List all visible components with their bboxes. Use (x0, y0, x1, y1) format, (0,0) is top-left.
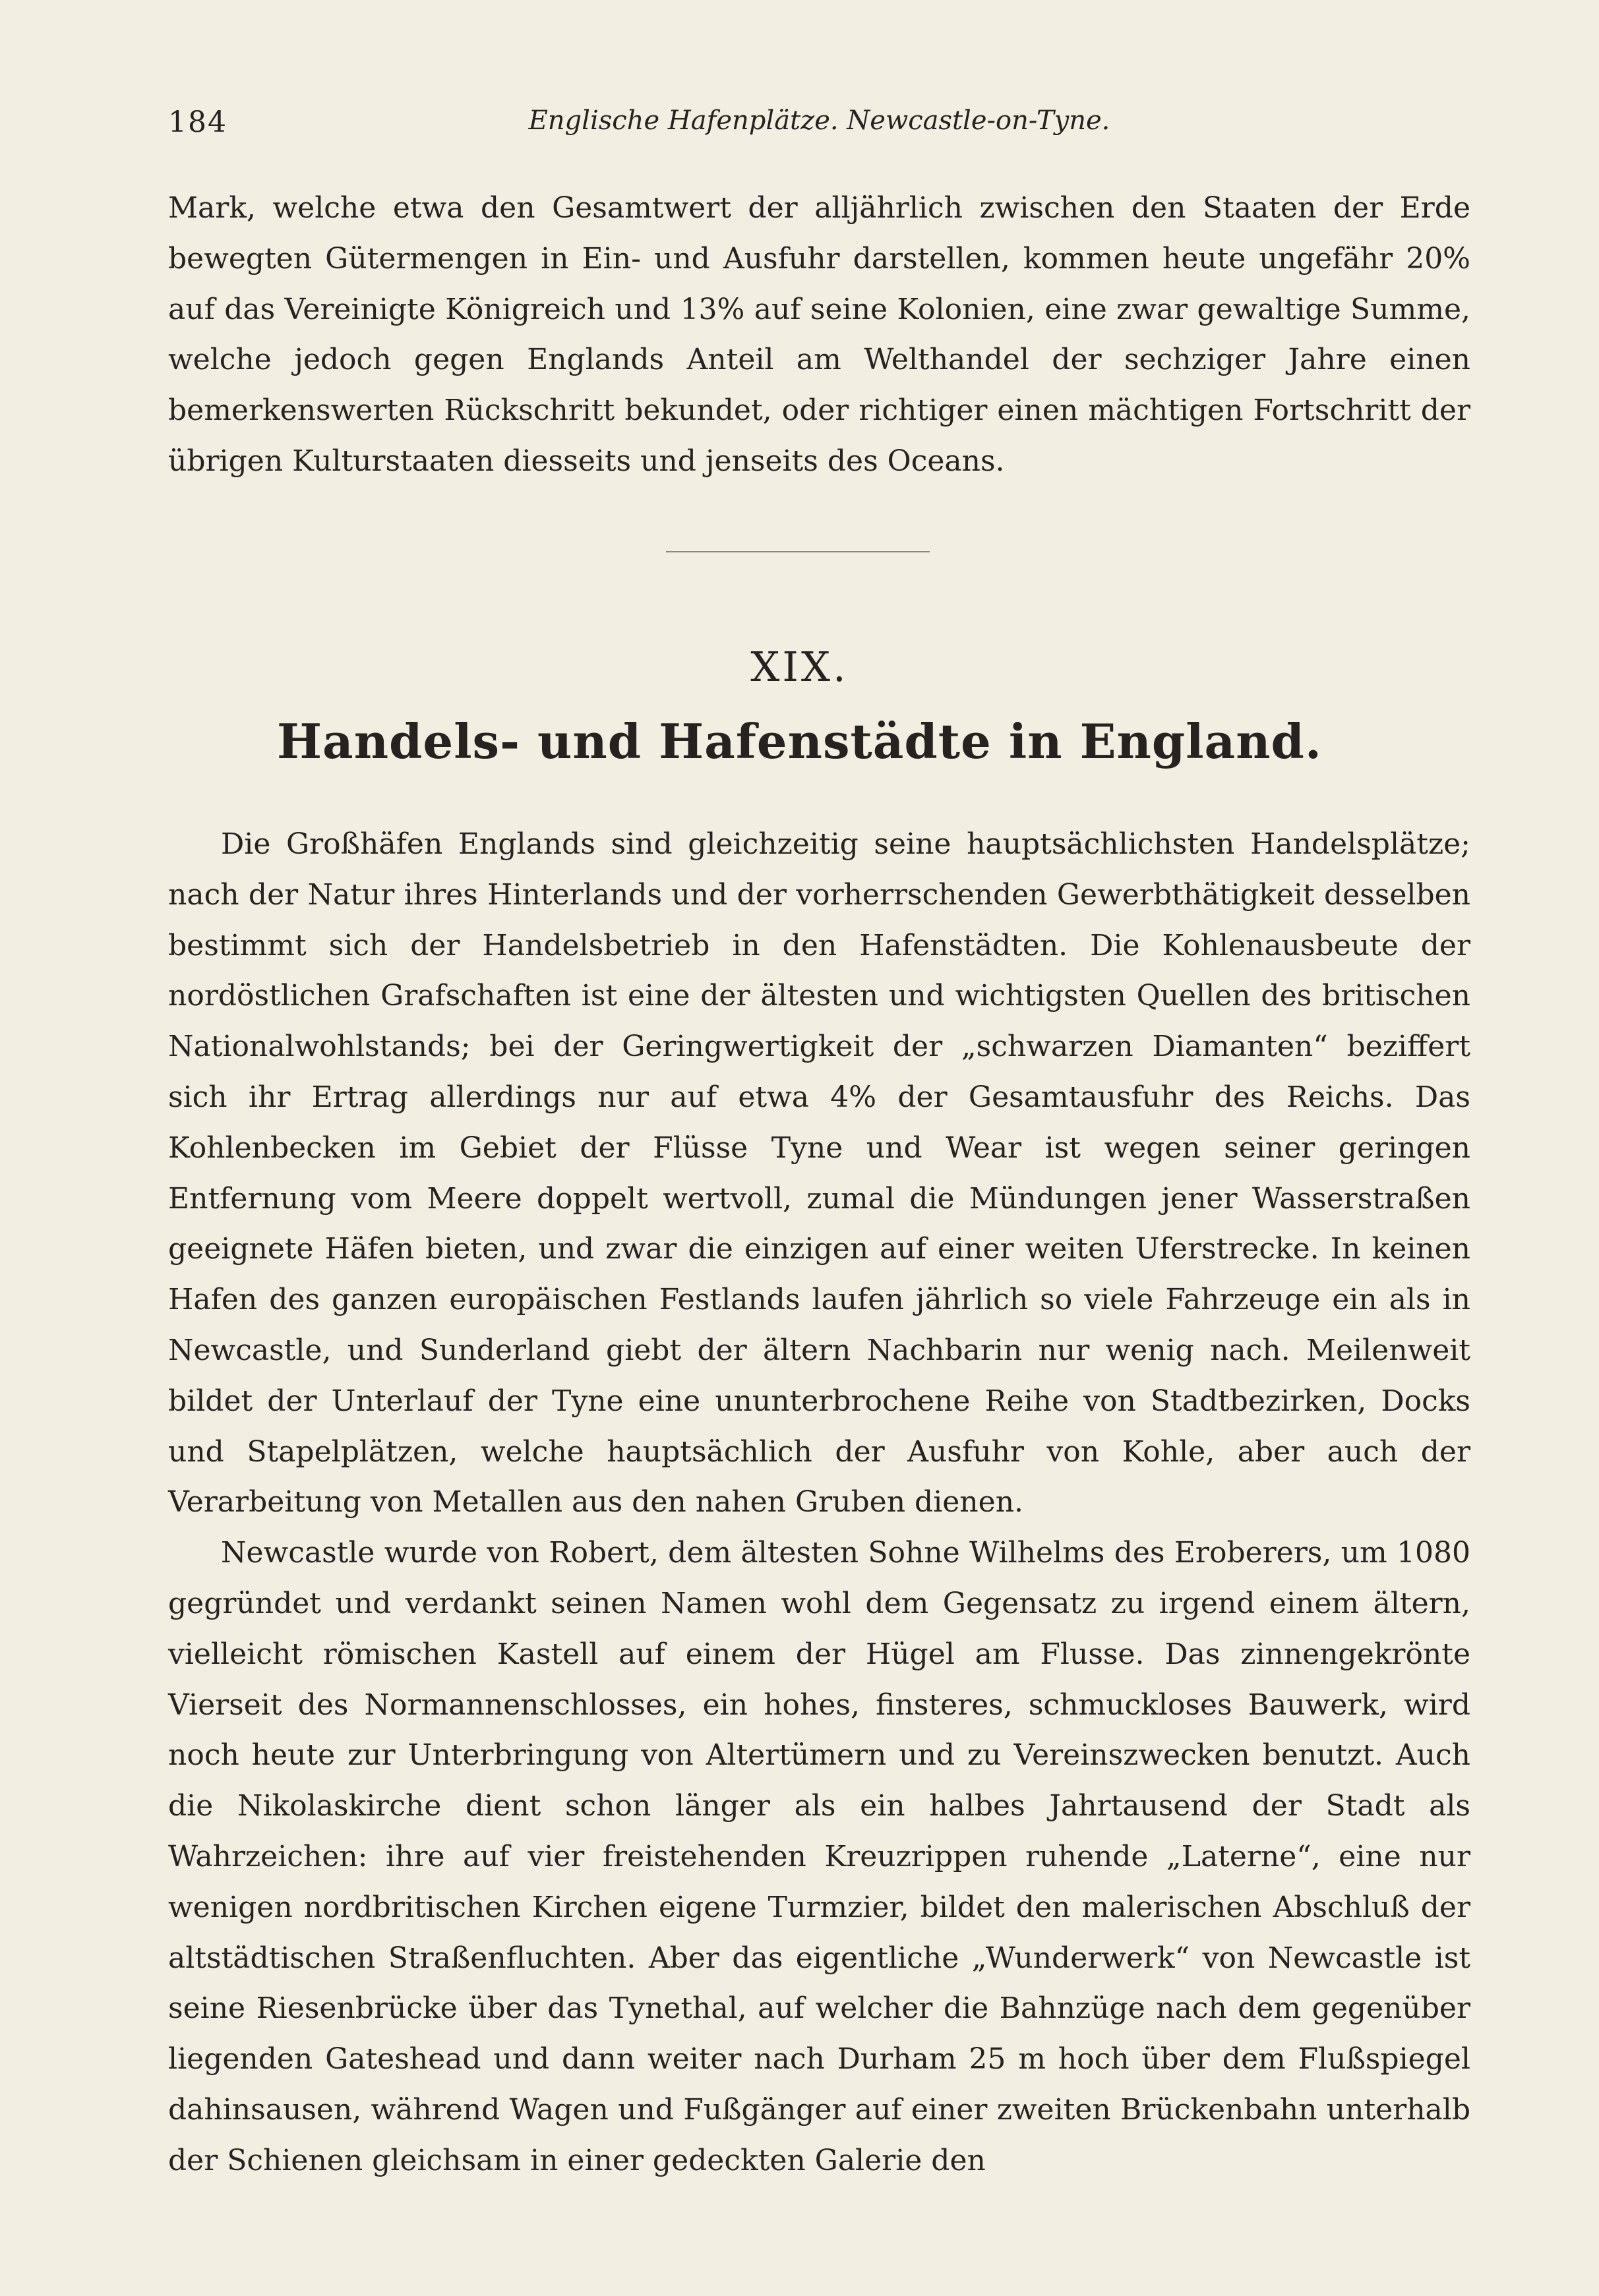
body-paragraph: Newcastle wurde von Robert, dem ältesten Sohne Wilhelms des Eroberers, um 1080 gegründet und verdankt seinen Namen wohl dem Gegensatz zu irgend einem ältern, vielleicht römischen Kastell auf einem der Hügel am Flusse. Das zinnengekrönte Vierseit des Normannenschlosses, ein hohes, finsteres, schmuckloses Bauwerk, wird noch heute zur Unterbringung von Altertümern und zu Vereinszwecken benutzt. Auch die Nikolaskirche dient schon länger als ein halbes Jahrtausend der Stadt als Wahrzeichen: ihre auf vier freistehenden Kreuzrippen ruhende „Laterne“, eine nur wenigen nordbritischen Kirchen eigene Turmzier, bildet den malerischen Abschluß der altstädtischen Straßenfluchten. Aber das eigentliche „Wunderwerk“ von Newcastle ist seine Riesenbrücke über das Tynethal, auf welcher die Bahnzüge nach dem gegenüber liegenden Gateshead und dann weiter nach Durham 25 m hoch über dem Flußspiegel dahinsausen, während Wagen und Fußgänger auf einer zweiten Brückenbahn unterhalb der Schienen gleichsam in einer gedeckten Galerie den (168, 1536, 1470, 2177)
body-paragraph: Die Großhäfen Englands sind gleichzeitig seine hauptsächlichsten Handelsplätze; nach der Natur ihres Hinterlands und der vorherrschenden Gewerbthätigkeit desselben bestimmt sich der Handelsbetrieb in den Hafenstädten. Die Kohlenausbeute der nordöstlichen Grafschaften ist eine der ältesten und wichtigsten Quellen des britischen Nationalwohlstands; bei der Geringwertigkeit der „schwarzen Diamanten“ beziffert sich ihr Ertrag allerdings nur auf etwa 4% der Gesamtausfuhr des Reichs. Das Kohlenbecken im Gebiet der Flüsse Tyne und Wear ist wegen seiner geringen Entfernung vom Meere doppelt wertvoll, zumal die Mündungen jener Wasserstraßen geeignete Häfen bieten, und zwar die einzigen auf einer weiten Uferstrecke. In keinen Hafen des ganzen europäischen Festlands laufen jährlich so viele Fahrzeuge ein als in Newcastle, und Sunderland giebt der ältern Nachbarin nur wenig nach. Meilenweit bildet der Unterlauf der Tyne eine ununterbrochene Reihe von Stadtbezirken, Docks und Stapelplätzen, welche hauptsächlich der Ausfuhr von Kohle, aber auch der Verarbeitung von Metallen aus den nahen Gruben dienen. (168, 827, 1470, 1519)
chapter-body (168, 819, 1470, 2187)
section-divider (666, 551, 930, 552)
intro-text (168, 183, 1470, 487)
running-title: Englische Hafenplätze. Newcastle-on-Tyne. (528, 105, 1110, 136)
chapter-title: Handels- und Hafenstädte in England. (277, 713, 1322, 769)
page-header (168, 105, 1470, 145)
page-number: 184 (168, 105, 227, 139)
intro-paragraph: Mark, welche etwa den Gesamtwert der alljährlich zwischen den Staaten der Erde bewegten Gütermengen in Ein- und Ausfuhr darstellen, kommen heute ungefähr 20% auf das Vereinigte Königreich und 13% auf seine Kolonien, eine zwar gewaltige Summe, welche jedoch gegen Englands Anteil am Welthandel der sechziger Jahre einen bemerkenswerten Rückschritt bekundet, oder richtiger einen mächtigen Fortschritt der übrigen Kulturstaaten diesseits und jenseits des Oceans. (168, 191, 1470, 478)
chapter-number: XIX. (750, 643, 849, 691)
